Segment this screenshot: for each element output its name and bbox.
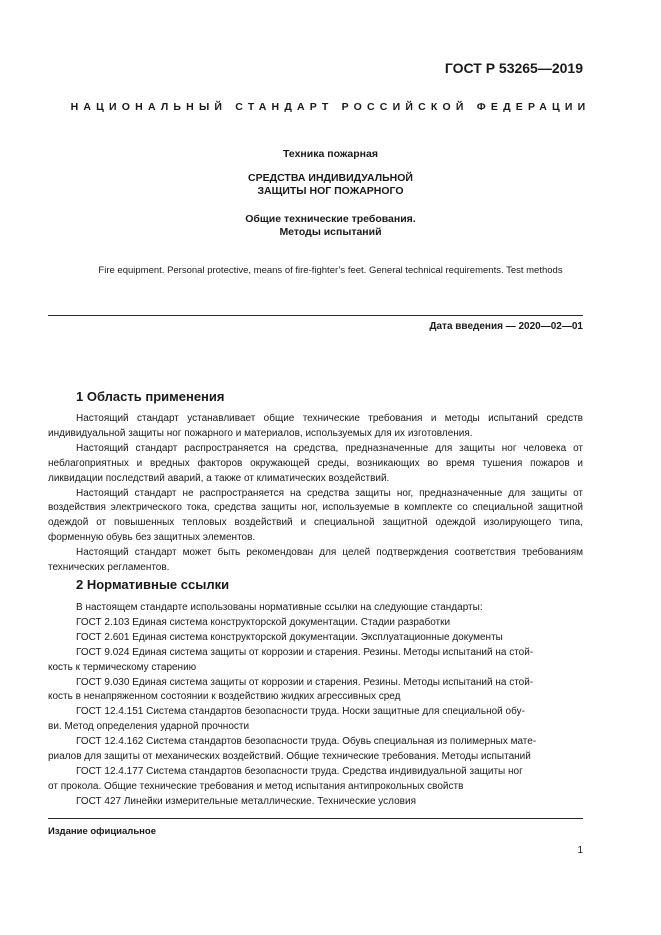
reference-line: от прокола. Общие технические требования и метод испытания антипрокольных свойств [48, 780, 464, 792]
official-edition-label: Издание официальное [48, 826, 156, 837]
title-sub-line1: Общие технические требования. [245, 213, 416, 225]
reference-line: В настоящем стандарте использованы нормативные ссылки на следующие стандарты: [76, 602, 483, 613]
header-divider [48, 315, 583, 316]
national-standard-banner: НАЦИОНАЛЬНЫЙ СТАНДАРТ РОССИЙСКОЙ ФЕДЕРАЦИИ [70, 101, 591, 113]
title-sub-line2: Методы испытаний [279, 226, 382, 238]
section1-paragraph: Настоящий стандарт устанавливает общие технические требования и методы испытаний средств индивидуальной защиты ног пожарного и материалов, используемых для их изготовления. [48, 413, 583, 439]
reference-line: кость к термическому старению [48, 661, 197, 673]
reference-line: ГОСТ 2.601 Единая система конструкторской документации. Эксплуатационные документы [76, 631, 503, 643]
footer-divider [48, 818, 583, 819]
section1-heading: 1 Область применения [76, 389, 225, 404]
reference-line: ГОСТ 9.030 Единая система защиты от коррозии и старения. Резины. Методы испытаний на стой- [76, 676, 534, 688]
reference-line: ГОСТ 12.4.177 Система стандартов безопасности труда. Средства индивидуальной защиты ног [76, 765, 523, 777]
section2-heading: 2 Нормативные ссылки [76, 577, 230, 592]
english-title: Fire equipment. Personal protective, means of fire-fighter’s feet. General technical requirements. Test methods [98, 265, 563, 276]
section1-paragraph: Настоящий стандарт может быть рекомендован для целей подтверждения соответствия требованиям технических регламентов. [48, 547, 583, 574]
reference-line: кость в ненапряженном состоянии к воздействию жидких агрессивных сред [48, 691, 401, 703]
reference-line: ви. Метод определения ударной прочности [48, 721, 250, 733]
introduction-date: Дата введения — 2020—02—01 [429, 321, 583, 332]
section1-paragraph: Настоящий стандарт распространяется на средства, предназначенные для защиты ног человека от неблагоприятных и вредных факторов окружающей среды, возникающих во время тушения пожаров и ликвидации последствий аварий, а также от климатических воздействий. [48, 442, 583, 484]
standard-code: ГОСТ Р 53265—2019 [444, 60, 583, 76]
reference-line: ГОСТ 2.103 Единая система конструкторской документации. Стадии разработки [76, 616, 451, 628]
reference-line: риалов для защиты от механических воздействий. Общие технические требования. Методы испытаний [48, 751, 531, 763]
reference-line: ГОСТ 427 Линейки измерительные металлические. Технические условия [76, 795, 416, 807]
title-main-line1: СРЕДСТВА ИНДИВИДУАЛЬНОЙ [248, 172, 413, 184]
page-number: 1 [577, 845, 583, 856]
section1-paragraph: Настоящий стандарт не распространяется на средства защиты ног, предназначенные для защиты от воздействия электрического тока, средства защиты ног, используемые в комплекте со специальной защитной одеждой от повышенных тепловых воздействий и специальной защитной одеждой изолирующего типа, форменную обувь без защитных элементов. [48, 487, 583, 544]
reference-line: ГОСТ 12.4.151 Система стандартов безопасности труда. Носки защитные для специальной обу- [76, 706, 525, 718]
title-category: Техника пожарная [283, 148, 378, 160]
section1-body [48, 412, 583, 576]
title-main-line2: ЗАЩИТЫ НОГ ПОЖАРНОГО [257, 185, 404, 197]
reference-line: ГОСТ 9.024 Единая система защиты от коррозии и старения. Резины. Методы испытаний на стой- [76, 646, 534, 658]
reference-line: ГОСТ 12.4.162 Система стандартов безопасности труда. Обувь специальная из полимерных мате- [76, 736, 537, 748]
section2-body [48, 601, 583, 810]
